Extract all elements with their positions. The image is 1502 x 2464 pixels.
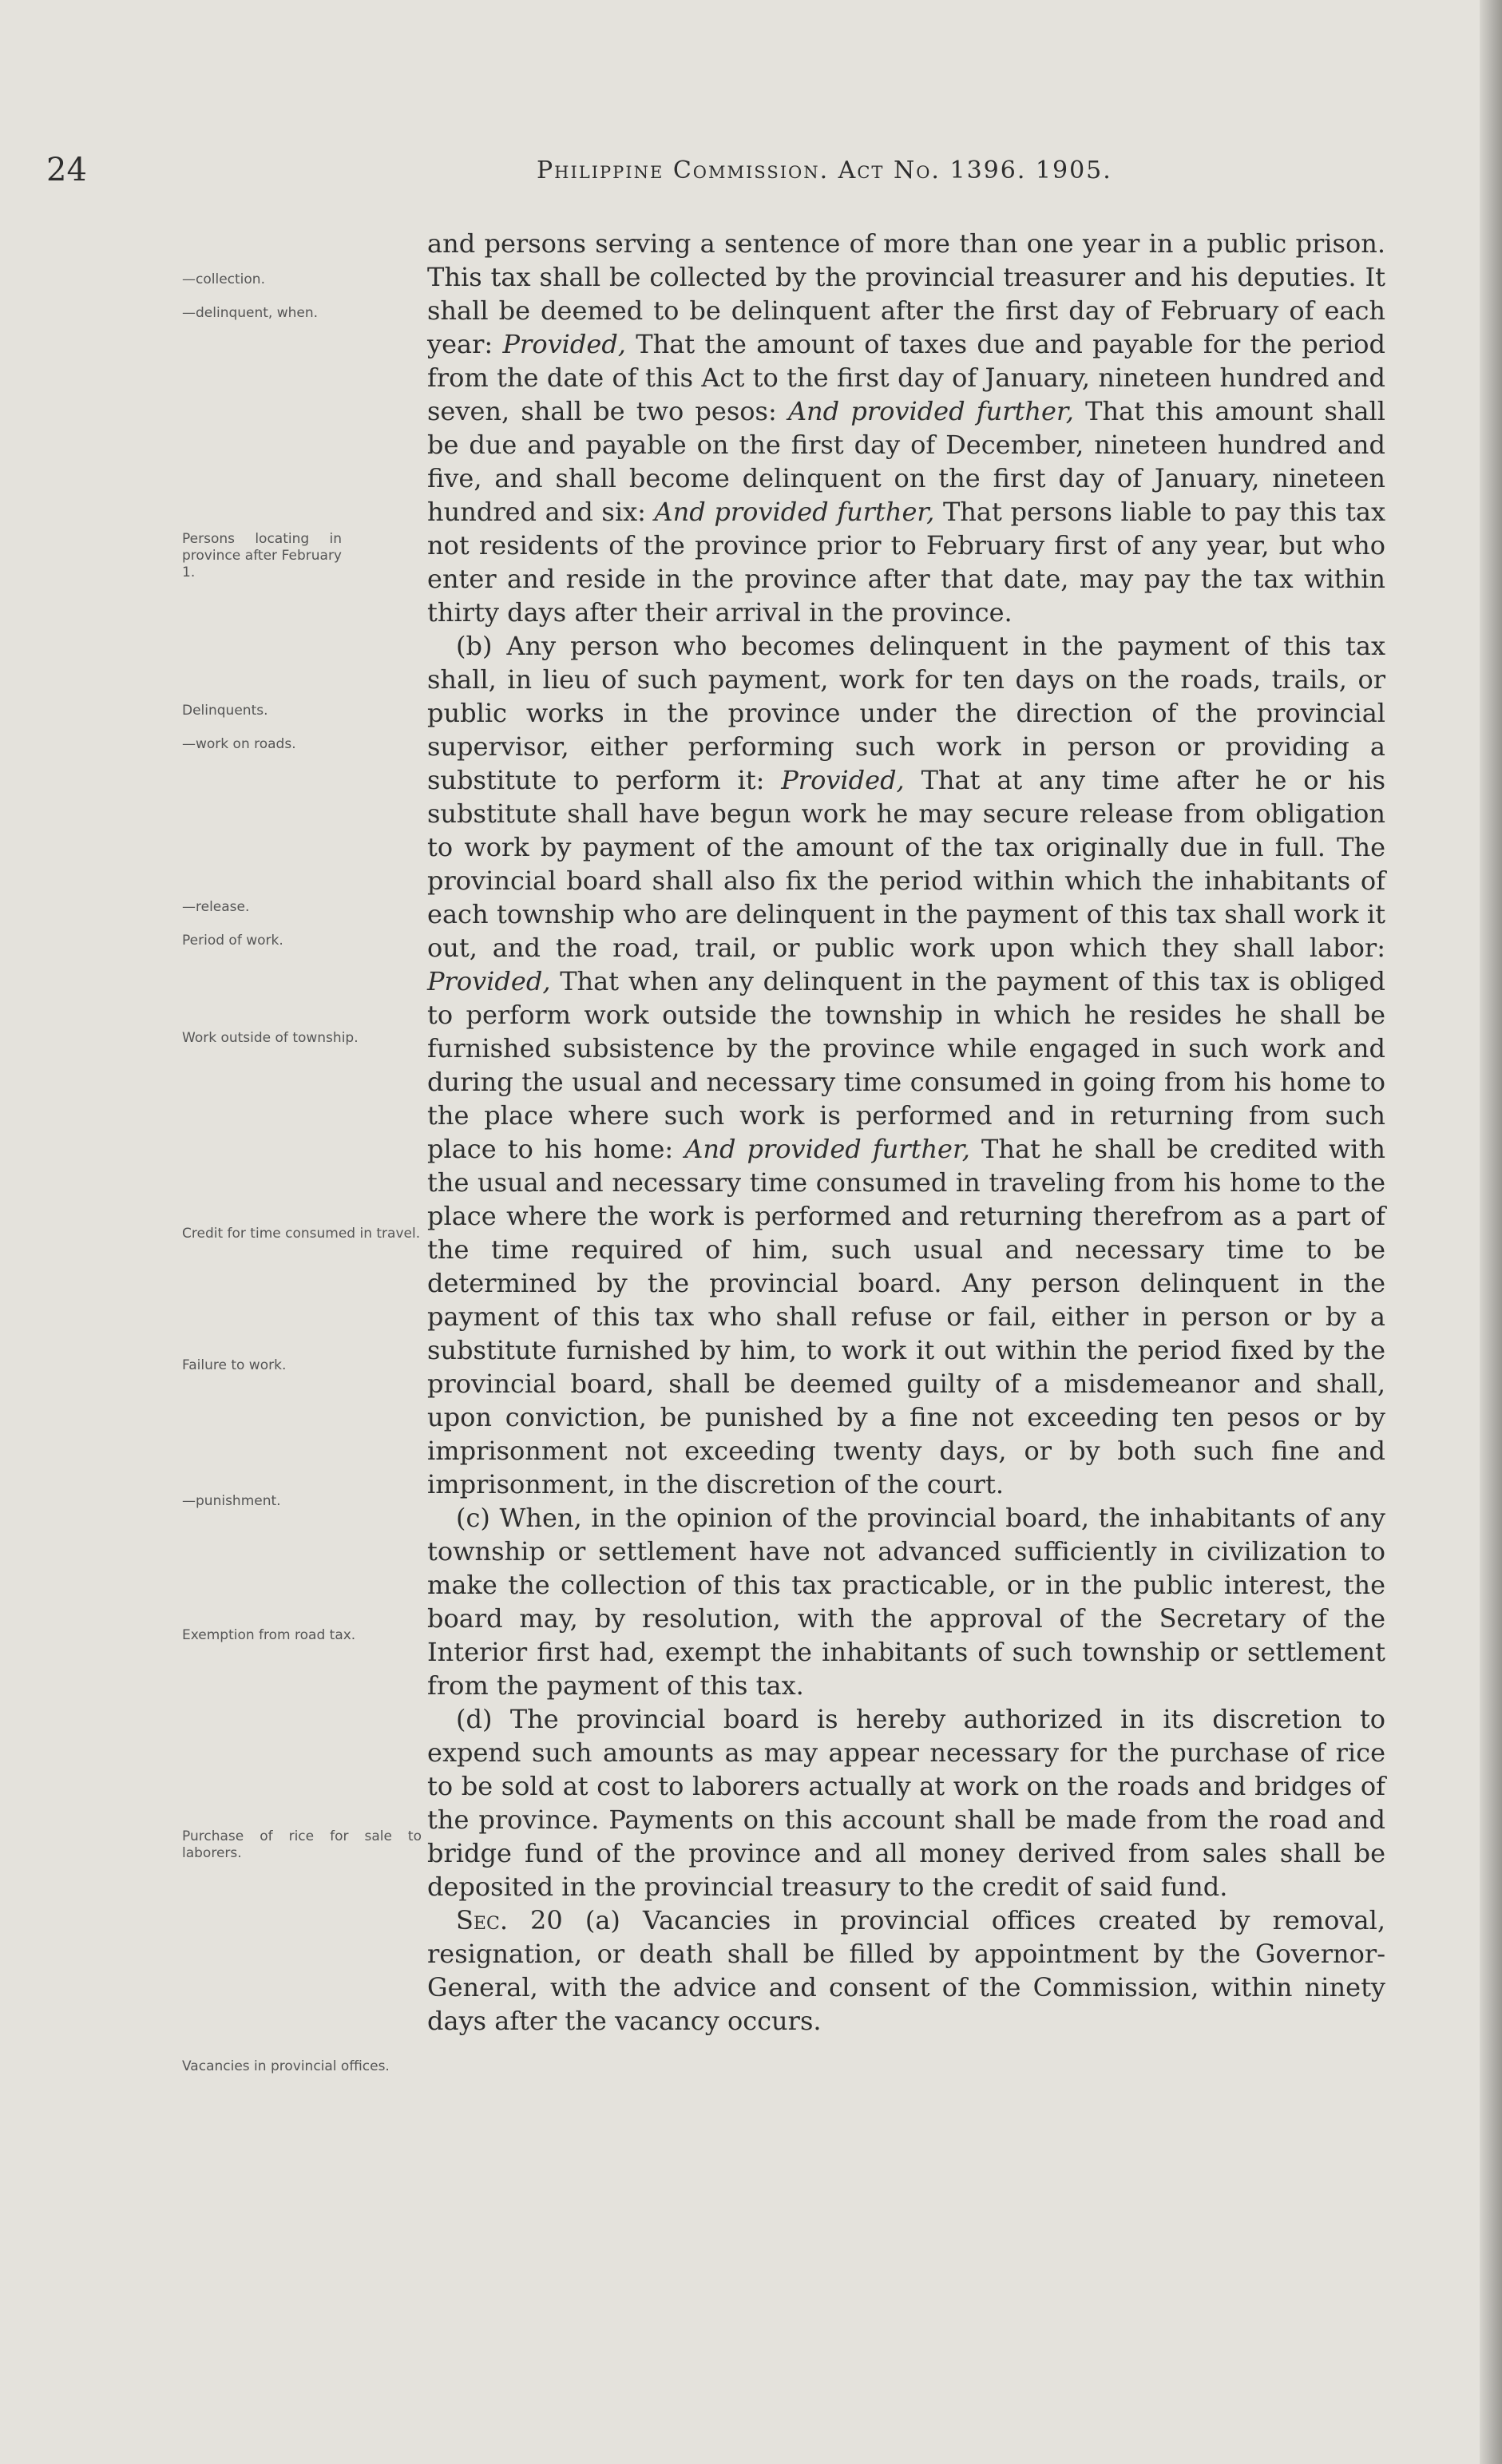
running-head: Philippine Commission. Act No. 1396. 1905. — [537, 156, 1112, 184]
margin-note-delinquents: Delinquents. — [182, 703, 268, 719]
page-edge-shadow — [1480, 0, 1502, 2464]
margin-note-credit-for-time: Credit for time consumed in travel. — [182, 1226, 421, 1242]
margin-note-delinquent-when: —delinquent, when. — [182, 305, 319, 321]
margin-note-release: —release. — [182, 899, 250, 915]
margin-note-period-of-work: Period of work. — [182, 933, 283, 949]
paragraph-tax-collection: and persons serving a sentence of more than one year in a public prison. This tax shall be collected by the provincial treasurer and his deputies. It shall be deemed to be delinquent after the first day of February of each year: Provided, That the amount of taxes due and payable for the period from the date of this Act to the first day of January, nineteen hundred and seven, shall be two pesos: And provided further, That this amount shall be due and payable on the first day of December, nineteen hundred and five, and shall become delinquent on the first day of January, nineteen hundred and six: And provided further, That persons liable to pay this tax not residents of the province prior to February first of any year, but who enter and reside in the province after that date, may pay the tax within thirty days after their arrival in the province. — [427, 228, 1386, 628]
margin-note-collection: —collection. — [182, 271, 265, 287]
page-number: 24 — [46, 152, 87, 188]
paragraph-d-rice-purchase: (d) The provincial board is hereby authorized in its discretion to expend such amounts as may appear necessary for the purchase of rice to be sold at cost to laborers actually at work on the roads and bridges of the province. Payments on this account shall be made from the road and bridge fund of the province and all money derived from sales shall be deposited in the provincial treasury to the credit of said fund. — [427, 1704, 1385, 1902]
margin-note-purchase-of-rice: Purchase of rice for sale to laborers. — [182, 1828, 422, 1861]
margin-note-work-on-roads: —work on roads. — [182, 736, 296, 752]
paragraph-b-delinquents: (b) Any person who becomes delinquent in the payment of this tax shall, in lieu of such payment, work for ten days on the roads, trails, or public works in the province under the direction of the provincial supervisor, either performing such work in person or providing a substitute to perform it: Provided, That at any time after he or his substitute shall have begun work he may secure release from obligation to work by payment of the amount of the tax originally due in full. The provincial board shall also fix the period within which the inhabitants of each township who are delinquent in the payment of this tax shall work it out, and the road, trail, or public work upon which they shall labor: Provided, That when any delinquent in the payment of this tax is obliged to perform work outside the township in which he resides he shall be furnished subsistence by the province while engaged in such work and during the usual and necessary time consumed in going from his home to the place where such work is performed and in returning from such place to his home: And provided further, That he shall be credited with the usual and necessary time consumed in traveling from his home to the place where the work is performed and returning therefrom as a part of the time required of him, such usual and necessary time to be determined by the provincial board. Any person delinquent in the payment of this tax who shall refuse or fail, either in person or by a substitute furnished by him, to work it out within the period fixed by the provincial board, shall be deemed guilty of a misdemeanor and shall, upon conviction, be punished by a fine not exceeding ten pesos or by imprisonment not exceeding twenty days, or by both such fine and imprisonment, in the discretion of the court. — [427, 631, 1386, 1499]
margin-note-work-outside-township: Work outside of township. — [182, 1030, 359, 1046]
paragraph-sec-20-vacancies: Sec. 20 (a) Vacancies in provincial offices created by removal, resignation, or death shall be filled by appointment by the Governor-General, with the advice and consent of the Commission, within ninety days after the vacancy occurs. — [427, 1905, 1385, 2036]
body-text — [427, 227, 1385, 2038]
margin-note-vacancies: Vacancies in provincial offices. — [182, 2058, 390, 2074]
margin-note-persons-locating: Persons locating in province after February 1. — [182, 531, 342, 580]
margin-note-punishment: —punishment. — [182, 1493, 281, 1509]
margin-note-exemption: Exemption from road tax. — [182, 1627, 356, 1643]
margin-note-failure-to-work: Failure to work. — [182, 1357, 287, 1373]
paragraph-c-exemption: (c) When, in the opinion of the provincial board, the inhabitants of any township or settlement have not advanced sufficiently in civilization to make the collection of this tax practicable, or in the public interest, the board may, by resolution, with the approval of the Secretary of the Interior first had, exempt the inhabitants of such township or settlement from the payment of this tax. — [427, 1503, 1385, 1701]
page-header — [0, 152, 1502, 200]
